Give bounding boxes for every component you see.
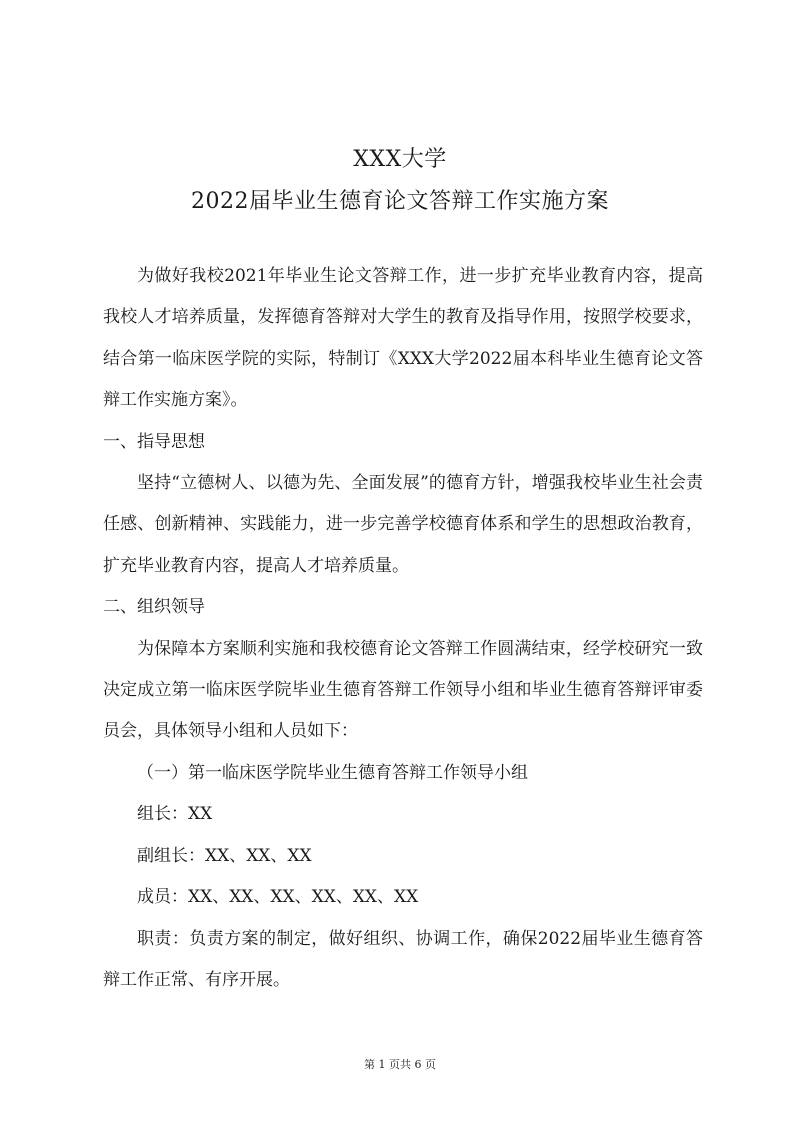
group-leader-line: 组长：XX <box>137 804 213 825</box>
intro-paragraph: 为做好我校2021年毕业生论文答辩工作，进一步扩充毕业教育内容，提高我校人才培养质量，发挥德育答辩对大学生的教育及指导作用，按照学校要求，结合第一临床医学院的实际，特制订《XXX大学2022届本科毕业生德育论文答辩工作实施方案》。 <box>103 266 703 411</box>
section-heading-organization: 二、组织领导 <box>103 597 205 618</box>
page-number-footer: 第 1 页共 6 页 <box>364 1058 436 1071</box>
leading-group-heading: （一）第一临床医学院毕业生德育答辩工作领导小组 <box>137 762 528 783</box>
vice-leader-line: 副组长：XX、XX、XX <box>137 845 312 866</box>
document-subtitle: 2022届毕业生德育论文答辩工作实施方案 <box>191 189 609 214</box>
guiding-ideology-paragraph: 坚持“立德树人、以德为先、全面发展”的德育方针，增强我校毕业生社会责任感、创新精神、实践能力，进一步完善学校德育体系和学生的思想政治教育，扩充毕业教育内容，提高人才培养质量。 <box>103 473 703 576</box>
organization-paragraph: 为保障本方案顺利实施和我校德育论文答辩工作圆满结束，经学校研究一致决定成立第一临床医学院毕业生德育答辩工作领导小组和毕业生德育答辩评审委员会，具体领导小组和人员如下： <box>103 638 703 742</box>
document-title: XXX大学 <box>353 147 447 172</box>
section-heading-guiding-ideology: 一、指导思想 <box>103 431 205 452</box>
document-body <box>103 256 703 1001</box>
duty-paragraph: 职责：负责方案的制定，做好组织、协调工作，确保2022届毕业生德育答辩工作正常、有序开展。 <box>103 928 703 990</box>
members-line: 成员：XX、XX、XX、XX、XX、XX <box>137 887 419 908</box>
